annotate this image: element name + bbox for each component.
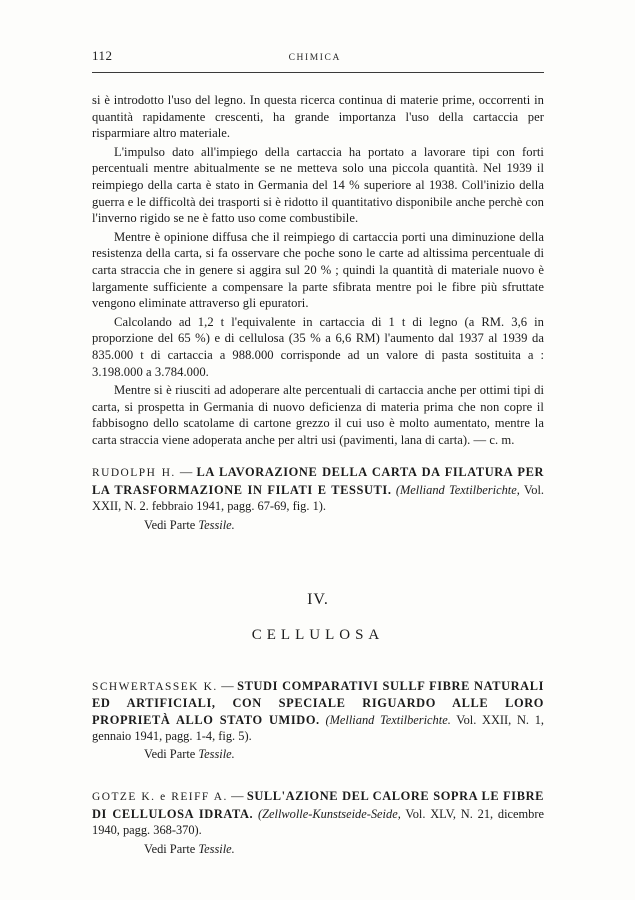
section-number: IV. (307, 590, 329, 608)
bibliography-entry (92, 464, 544, 514)
bibliography-entry (92, 788, 544, 838)
entry-source-rest: Vol. XXII, N. 1, gennaio 1941, pagg. 1-4, fig. 5). (92, 712, 545, 743)
see-also-label: Vedi Parte (144, 841, 199, 856)
header-divider (92, 72, 544, 73)
paragraph: si è introdotto l'uso del legno. In questa ricerca continua di materie prime, occorrenti in quantità rapidamente crescenti, ha grande importanza l'uso della cartaccia per risparmiare altro materiale. (92, 93, 544, 141)
see-also-label: Vedi Parte (144, 747, 199, 762)
entry-title: SULL'AZIONE DEL CALORE SOPRA LE FIBRE DI CELLULOSA IDRATA. (92, 789, 544, 821)
paragraph: Mentre è opinione diffusa che il reimpiego di cartaccia porti una diminuzione della resistenza della carta, si fa osservare che poche sono le carte ad altissima percentuale di carta straccia che in genere si aggira sul 20 % ; quindi la quantità di materiale nuovo è largamente sufficiente a compensare la parte sfibrata mentre poi le fibre più sfruttate vengono eliminate attraverso gli epuratori. (92, 229, 544, 311)
paragraph: Mentre si è riusciti ad adoperare alte percentuali di cartaccia anche per ottimi tipi di carta, si prospetta in Germania di nuovo deficienza di materia prima che non copre il fabbisogno dello scatolame di cartone grezzo il cui uso è molto aumentato, mentre la carta straccia viene adoperata anche per altri usi (pavimenti, lana di carta). — c. m. (92, 383, 544, 447)
page-header (92, 48, 543, 64)
entry-dash: — (227, 789, 247, 804)
entry-title: LA LAVORAZIONE DELLA CARTA DA FILATURA PER LA TRASFORMAZIONE IN FILATI E TESSUTI. (92, 465, 544, 497)
bibliography-entry (92, 678, 544, 745)
entry-dash: — (175, 465, 197, 480)
see-also (144, 842, 544, 857)
entry-title: STUDI COMPARATIVI SULLF FIBRE NATURALI ED ARTIFICIALI, CON SPECIALE RIGUARDO ALLE LORO PROPRIETÀ ALLO STATO UMIDO. (92, 678, 545, 727)
see-also-target: Tessile. (198, 747, 235, 762)
section-title: CELLULOSA (251, 626, 385, 643)
page-number: 112 (92, 48, 113, 63)
see-also-label: Vedi Parte (144, 517, 199, 532)
see-also (144, 518, 544, 533)
entry-author: GOTZE K. e REIFF A. (92, 791, 228, 804)
paragraph: L'impulso dato all'impiego della cartaccia ha portato a lavorare tipi con forti percentuali mentre abitualmente se ne metteva solo una piccola quantità. Nel 1939 il reimpiego della carta è stato in Germania del 14 % superiore al 1938. Coll'inizio della guerra e le difficoltà dei trasporti si è ridotto il quantitativo disponibile anche perchè con l'inverno rigido se ne è fatto uso come combustibile. (92, 144, 544, 226)
entry-source-rest: Vol. XLV, N. 21, dicembre 1940, pagg. 368-370). (92, 806, 544, 838)
entry-author: RUDOLPH H. (92, 467, 176, 480)
page-body (92, 92, 544, 857)
entry-source-italic: (Melliand Textilberichte. (325, 712, 451, 727)
entry-source-italic: (Zellwolle-Kunstseide-Seide, (257, 806, 401, 821)
paragraph: Calcolando ad 1,2 t l'equivalente in cartaccia di 1 t di legno (a RM. 3,6 in proporzione del 65 %) e di cellulosa (35 % a 6,6 RM) l'aumento dal 1937 al 1939 da 835.000 t di cartaccia a 988.000 corrisponde ad un valore di pasta sostituita a : 3.198.000 a 3.784.000. (92, 314, 544, 379)
see-also (144, 747, 544, 762)
see-also-target: Tessile. (198, 841, 235, 856)
running-head: CHIMICA (288, 53, 341, 63)
entry-source-rest: Vol. XXII, N. 2. febbraio 1941, pagg. 67-69, fig. 1). (92, 482, 544, 514)
entry-dash: — (217, 678, 238, 693)
entry-author: SCHWERTASSEK K. (92, 680, 218, 693)
see-also-target: Tessile. (198, 517, 235, 532)
section-entries (92, 678, 544, 857)
entry-source-italic: (Melliand Textilberichte, (395, 482, 520, 497)
